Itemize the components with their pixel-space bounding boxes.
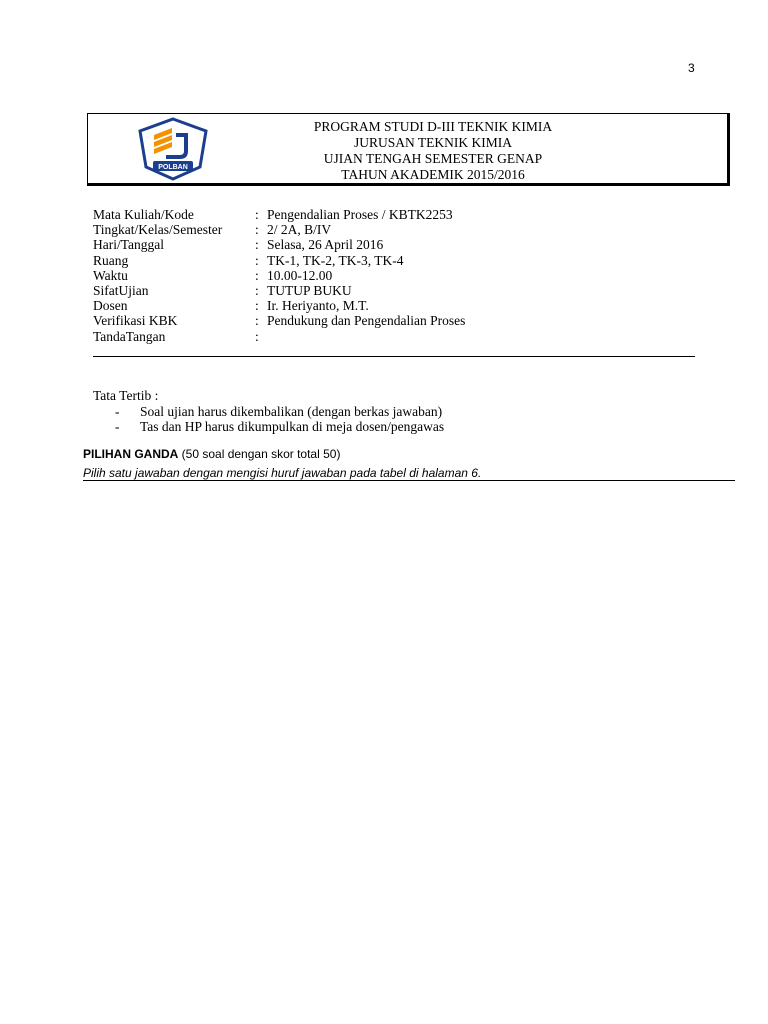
info-row	[93, 253, 465, 268]
info-value: Selasa, 26 April 2016	[267, 237, 384, 253]
rules-list	[93, 404, 444, 435]
info-label: SifatUjian	[93, 283, 149, 299]
section-title-bold: PILIHAN GANDA	[83, 447, 179, 461]
exam-info	[93, 207, 465, 344]
info-colon: :	[255, 252, 259, 268]
header-line: UJIAN TENGAH SEMESTER GENAP	[323, 151, 543, 166]
list-item	[93, 404, 444, 420]
info-value: 2/ 2A, B/IV	[267, 222, 332, 238]
info-value: TK-1, TK-2, TK-3, TK-4	[267, 252, 404, 268]
rule-text: Soal ujian harus dikembalikan (dengan berkas jawaban)	[140, 403, 443, 419]
logo-text: POLBAN	[158, 164, 188, 171]
info-value: 10.00-12.00	[267, 267, 333, 283]
info-row	[93, 298, 465, 313]
divider	[83, 480, 735, 481]
rule-text: Tas dan HP harus dikumpulkan di meja dosen/pengawas	[140, 419, 445, 434]
info-label: Dosen	[93, 298, 128, 314]
info-value: Pendukung dan Pengendalian Proses	[267, 313, 466, 329]
info-colon: :	[255, 207, 259, 222]
section-title	[83, 447, 340, 461]
info-colon: :	[255, 328, 259, 344]
exam-header	[87, 113, 730, 186]
info-value: Ir. Heriyanto, M.T.	[267, 298, 369, 314]
rules-title: Tata Tertib :	[93, 388, 159, 403]
info-colon: :	[255, 237, 259, 253]
info-colon: :	[255, 267, 259, 283]
header-title	[283, 119, 583, 183]
info-label: TandaTangan	[93, 328, 166, 344]
info-colon: :	[255, 298, 259, 314]
list-item	[93, 419, 444, 435]
dash-bullet: -	[115, 419, 120, 434]
info-value: TUTUP BUKU	[267, 283, 352, 299]
info-label: Mata Kuliah/Kode	[93, 207, 194, 222]
info-row	[93, 237, 465, 252]
info-label: Ruang	[93, 252, 129, 268]
section-instruction: Pilih satu jawaban dengan mengisi huruf jawaban pada tabel di halaman 6.	[83, 466, 482, 480]
section-title-rest: (50 soal dengan skor total 50)	[178, 447, 341, 461]
info-colon: :	[255, 283, 259, 299]
info-row	[93, 283, 465, 298]
info-label: Verifikasi KBK	[93, 313, 178, 329]
divider	[93, 356, 695, 357]
page-number: 3	[688, 61, 695, 75]
exam-rules	[93, 388, 444, 435]
info-colon: :	[255, 222, 259, 238]
info-label: Hari/Tanggal	[93, 237, 165, 253]
info-label: Tingkat/Kelas/Semester	[93, 222, 223, 238]
info-row	[93, 329, 465, 344]
header-line: JURUSAN TEKNIK KIMIA	[354, 135, 512, 150]
dash-bullet: -	[115, 403, 120, 419]
header-line: PROGRAM STUDI D-III TEKNIK KIMIA	[313, 119, 553, 134]
info-colon: :	[255, 313, 259, 329]
info-label: Waktu	[93, 267, 128, 283]
info-row	[93, 207, 465, 222]
info-value: Pengendalian Proses / KBTK2253	[267, 207, 453, 222]
info-row	[93, 268, 465, 283]
header-line: TAHUN AKADEMIK 2015/2016	[341, 167, 525, 182]
info-row	[93, 222, 465, 237]
info-row	[93, 313, 465, 328]
polban-logo	[136, 117, 210, 181]
